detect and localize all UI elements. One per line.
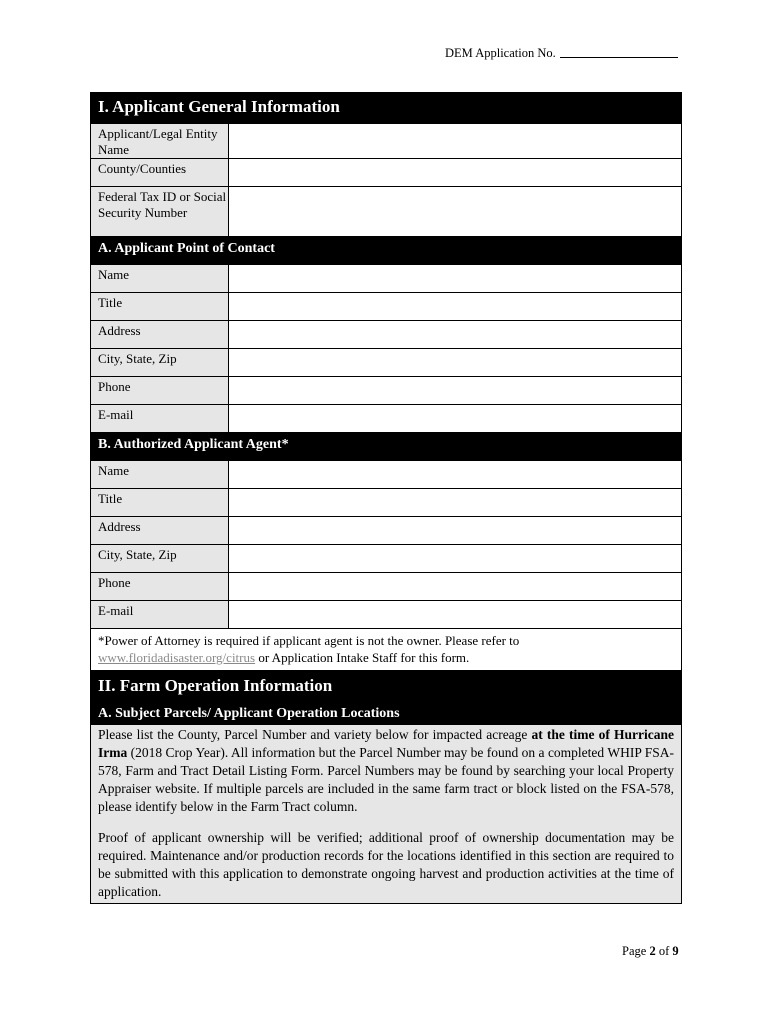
form-row	[91, 159, 681, 187]
row-label: Applicant/Legal Entity Name	[91, 124, 229, 158]
agent-address-field[interactable]	[229, 517, 681, 544]
application-number-header	[445, 46, 678, 61]
row-label: City, State, Zip	[91, 349, 229, 376]
application-number-label: DEM Application No.	[445, 46, 556, 60]
row-label: Name	[91, 461, 229, 488]
form-row	[91, 377, 681, 405]
row-label: Name	[91, 265, 229, 292]
contact-subtitle: A. Applicant Point of Contact	[91, 236, 681, 265]
form-row	[91, 187, 681, 236]
application-number-field[interactable]	[560, 57, 678, 58]
row-label: Address	[91, 321, 229, 348]
row-label: Phone	[91, 573, 229, 600]
page-label: Page	[622, 944, 650, 958]
page-total: 9	[672, 944, 679, 958]
row-label: Federal Tax ID or Social Security Number	[91, 187, 229, 236]
instructions-box	[91, 725, 681, 903]
form-row	[91, 601, 681, 629]
row-label: Phone	[91, 377, 229, 404]
row-label: E-mail	[91, 405, 229, 432]
instructions-emphasis: at the time of Hurricane Irma	[98, 727, 674, 760]
form-row	[91, 321, 681, 349]
county-field[interactable]	[229, 159, 681, 186]
form-row	[91, 124, 681, 159]
contact-title-field[interactable]	[229, 293, 681, 320]
form-row	[91, 293, 681, 321]
row-label: City, State, Zip	[91, 545, 229, 572]
page-of: of	[655, 944, 673, 958]
tax-id-field[interactable]	[229, 187, 681, 236]
parcels-subtitle: A. Subject Parcels/ Applicant Operation Locations	[91, 704, 681, 725]
form-row	[91, 489, 681, 517]
section-2-title: II. Farm Operation Information	[91, 671, 681, 704]
citrus-link[interactable]: www.floridadisaster.org/citrus	[98, 650, 256, 665]
application-form	[90, 92, 682, 904]
agent-phone-field[interactable]	[229, 573, 681, 600]
power-of-attorney-note	[91, 629, 681, 671]
note-text: *Power of Attorney is required if applicant agent is not the owner. Please refer to	[98, 633, 520, 648]
row-label: E-mail	[91, 601, 229, 628]
contact-name-field[interactable]	[229, 265, 681, 292]
row-label: Title	[91, 293, 229, 320]
agent-subtitle: B. Authorized Applicant Agent*	[91, 432, 681, 461]
instructions-paragraph-1	[98, 726, 674, 816]
agent-city-state-zip-field[interactable]	[229, 545, 681, 572]
note-tail: or Application Intake Staff for this form.	[255, 650, 470, 665]
form-row	[91, 405, 681, 432]
page-current: 2	[649, 944, 656, 958]
contact-city-state-zip-field[interactable]	[229, 349, 681, 376]
form-row	[91, 461, 681, 489]
section-1-title: I. Applicant General Information	[91, 93, 681, 124]
contact-address-field[interactable]	[229, 321, 681, 348]
form-row	[91, 517, 681, 545]
row-label: County/Counties	[91, 159, 229, 186]
instructions-text: Please list the County, Parcel Number and variety below for impacted acreage	[98, 727, 532, 742]
instructions-text: (2018 Crop Year). All information but the Parcel Number may be found on a completed WHIP FSA-578, Farm and Tract Detail Listing Form. Parcel Numbers may be found by searching your local Property Appraiser website. If multiple parcels are included in the same farm tract or block listed on the FSA-578, please identify below in the Farm Tract column.	[98, 745, 674, 814]
form-row	[91, 545, 681, 573]
legal-entity-name-field[interactable]	[229, 124, 681, 158]
contact-email-field[interactable]	[229, 405, 681, 432]
row-label: Title	[91, 489, 229, 516]
contact-phone-field[interactable]	[229, 377, 681, 404]
row-label: Address	[91, 517, 229, 544]
page-number	[622, 944, 679, 959]
instructions-paragraph-2: Proof of applicant ownership will be verified; additional proof of ownership documentation may be required. Maintenance and/or production records for the locations identified in this section are required to be submitted with this application to demonstrate ongoing harvest and production activities at the time of application.	[98, 830, 674, 899]
agent-email-field[interactable]	[229, 601, 681, 628]
form-row	[91, 573, 681, 601]
agent-name-field[interactable]	[229, 461, 681, 488]
agent-title-field[interactable]	[229, 489, 681, 516]
form-row	[91, 265, 681, 293]
form-row	[91, 349, 681, 377]
